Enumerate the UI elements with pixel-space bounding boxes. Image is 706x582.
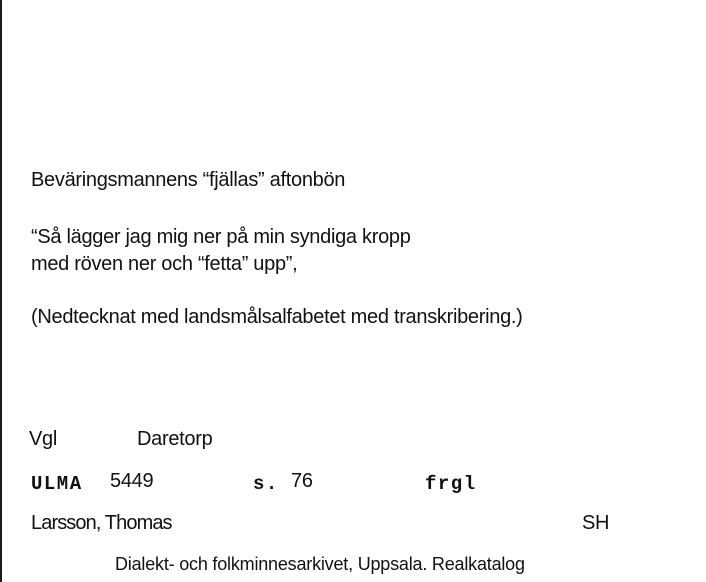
collector-name: Larsson, Thomas [31,512,172,534]
verse-line-2: med röven ner och “fetta” upp”, [31,253,298,275]
archive-number: 5449 [110,470,154,492]
province-code: Vgl [29,428,58,450]
verse-line-1: “Så lägger jag mig ner på min syndiga kropp [31,226,411,248]
page-number: 76 [291,470,313,492]
collector-initials: SH [582,512,610,534]
place-name: Daretorp [137,428,213,450]
category-code: frgl [425,473,477,495]
page-prefix: s. [253,473,279,495]
transcription-note: (Nedtecknat med landsmålsalfabetet med transkribering.) [31,306,523,328]
card-title: Beväringsmannens “fjällas” aftonbön [31,169,346,191]
archive-code: ULMA [31,473,83,495]
archive-footer: Dialekt- och folkminnesarkivet, Uppsala. Realkatalog [115,554,525,574]
